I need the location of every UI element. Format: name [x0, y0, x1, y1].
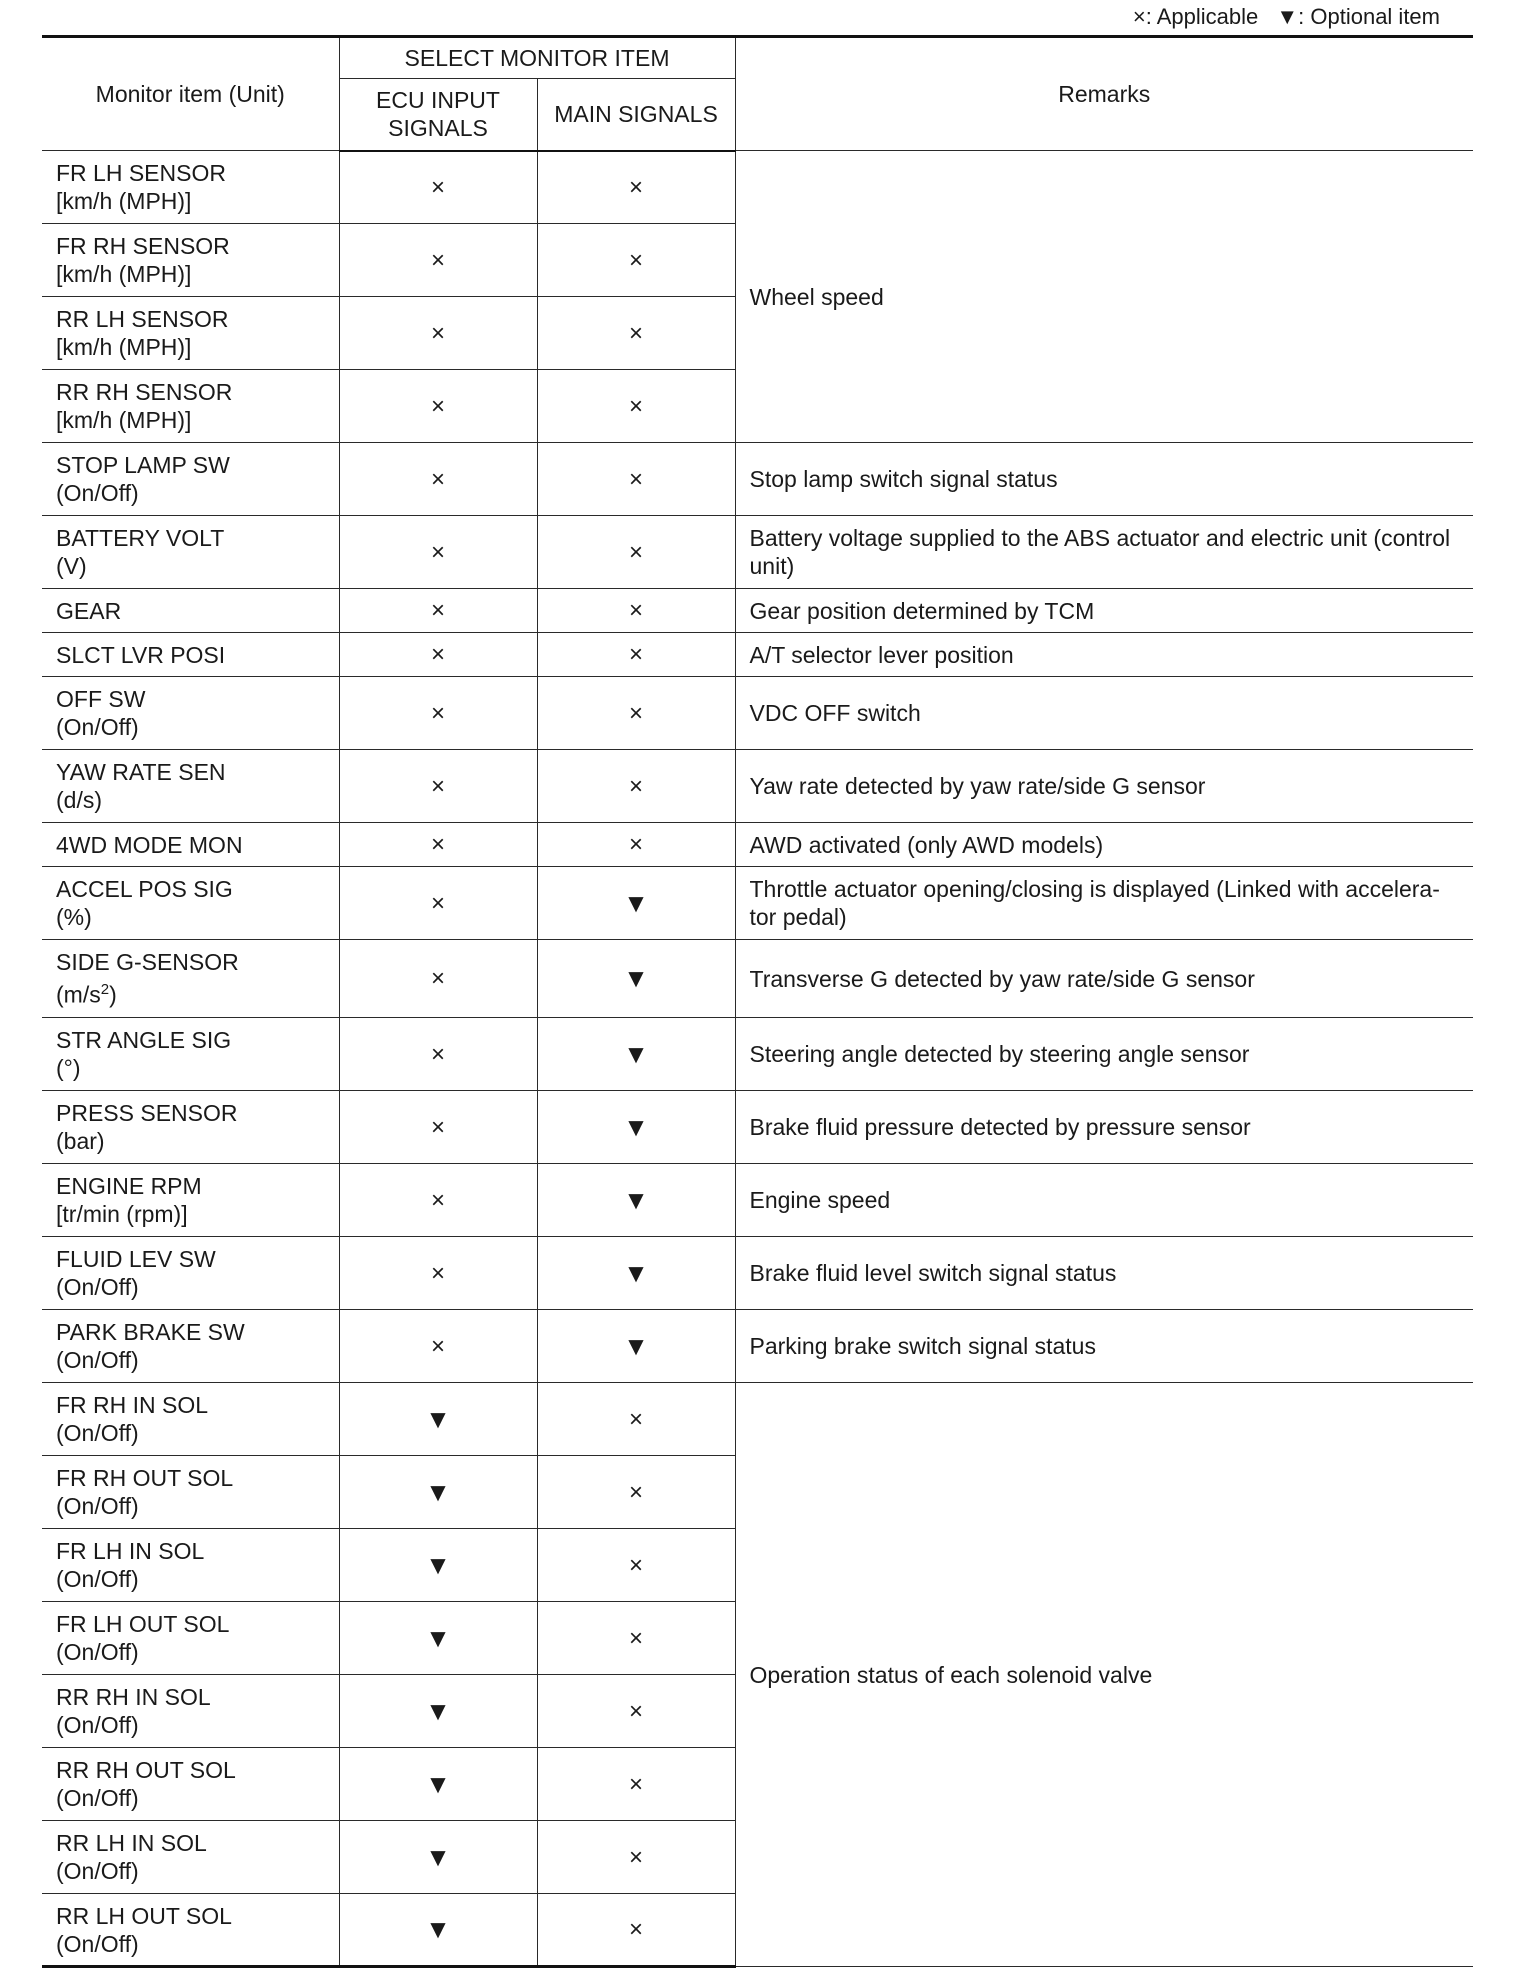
- monitor-item-cell: ENGINE RPM [tr/min (rpm)]: [42, 1164, 339, 1237]
- main-signals-mark: ×: [537, 1821, 735, 1894]
- remark-cell: Steering angle detected by steering angle sensor: [735, 1018, 1473, 1091]
- monitor-item-cell: SIDE G-SENSOR $(m/s^2)$: [42, 940, 339, 1018]
- ecu-input-mark: ▼: [339, 1748, 537, 1821]
- ecu-input-mark: ▼: [339, 1894, 537, 1967]
- monitor-item-cell: FR LH IN SOL (On/Off): [42, 1529, 339, 1602]
- main-signals-mark: ×: [537, 823, 735, 867]
- main-signals-mark: ×: [537, 1675, 735, 1748]
- ecu-input-mark: ×: [339, 750, 537, 823]
- ecu-input-mark: ×: [339, 940, 537, 1018]
- monitor-item-cell: PARK BRAKE SW (On/Off): [42, 1310, 339, 1383]
- main-signals-mark: ×: [537, 224, 735, 297]
- remark-cell: AWD activated (only AWD models): [735, 823, 1473, 867]
- remark-cell: Brake fluid pressure detected by pressure sensor: [735, 1091, 1473, 1164]
- ecu-input-mark: ×: [339, 1237, 537, 1310]
- applicable-label: : Applicable: [1145, 4, 1259, 29]
- monitor-item-cell: STR ANGLE SIG (°): [42, 1018, 339, 1091]
- table-row: [42, 589, 1473, 633]
- ecu-input-mark: ×: [339, 297, 537, 370]
- monitor-item-table: [42, 35, 1473, 1968]
- ecu-input-mark: ▼: [339, 1821, 537, 1894]
- main-signals-mark: ×: [537, 677, 735, 750]
- applicable-symbol: ×: [1132, 4, 1146, 29]
- remark-cell: Stop lamp switch signal status: [735, 443, 1473, 516]
- header-monitor-item: Monitor item (Unit): [42, 37, 339, 151]
- main-signals-mark: ×: [537, 633, 735, 677]
- monitor-item-cell: FR RH SENSOR [km/h (MPH)]: [42, 224, 339, 297]
- remark-cell: VDC OFF switch: [735, 677, 1473, 750]
- optional-label: : Optional item: [1298, 4, 1440, 29]
- table-row: [42, 750, 1473, 823]
- main-signals-mark: ×: [537, 297, 735, 370]
- ecu-input-mark: ×: [339, 823, 537, 867]
- table-row: [42, 1164, 1473, 1237]
- table-row: [42, 633, 1473, 677]
- header-select-monitor-item: SELECT MONITOR ITEM: [339, 37, 735, 79]
- monitor-item-cell: FR RH IN SOL (On/Off): [42, 1383, 339, 1456]
- main-signals-mark: ×: [537, 1383, 735, 1456]
- monitor-item-cell: RR RH SENSOR [km/h (MPH)]: [42, 370, 339, 443]
- ecu-input-mark: ×: [339, 1164, 537, 1237]
- remark-cell: Battery voltage supplied to the ABS actuator and electric unit (control unit): [735, 516, 1473, 589]
- ecu-input-mark: ▼: [339, 1675, 537, 1748]
- main-signals-mark: ×: [537, 151, 735, 224]
- ecu-input-mark: ▼: [339, 1456, 537, 1529]
- ecu-input-mark: ×: [339, 633, 537, 677]
- monitor-item-cell: STOP LAMP SW (On/Off): [42, 443, 339, 516]
- remark-cell: Operation status of each solenoid valve: [735, 1383, 1473, 1967]
- monitor-item-cell: RR LH IN SOL (On/Off): [42, 1821, 339, 1894]
- monitor-item-cell: FR LH OUT SOL (On/Off): [42, 1602, 339, 1675]
- monitor-item-cell: PRESS SENSOR (bar): [42, 1091, 339, 1164]
- table-row: [42, 1237, 1473, 1310]
- table-row: [42, 516, 1473, 589]
- monitor-item-cell: FLUID LEV SW (On/Off): [42, 1237, 339, 1310]
- ecu-input-mark: ×: [339, 443, 537, 516]
- monitor-item-cell: ACCEL POS SIG (%): [42, 867, 339, 940]
- table-row: [42, 443, 1473, 516]
- main-signals-mark: ×: [537, 370, 735, 443]
- ecu-input-mark: ×: [339, 151, 537, 224]
- table-row: [42, 1091, 1473, 1164]
- monitor-item-cell: FR LH SENSOR [km/h (MPH)]: [42, 151, 339, 224]
- ecu-input-mark: ▼: [339, 1529, 537, 1602]
- monitor-item-cell: SLCT LVR POSI: [42, 633, 339, 677]
- header-remarks: Remarks: [735, 37, 1473, 151]
- main-signals-mark: ×: [537, 1529, 735, 1602]
- remark-cell: Throttle actuator opening/closing is displayed (Linked with accelera- tor pedal): [735, 867, 1473, 940]
- main-signals-mark: ▼: [537, 940, 735, 1018]
- table-row: [42, 677, 1473, 750]
- ecu-input-mark: ×: [339, 370, 537, 443]
- table-row: [42, 867, 1473, 940]
- ecu-input-mark: ×: [339, 1310, 537, 1383]
- ecu-input-mark: ×: [339, 224, 537, 297]
- ecu-input-mark: ×: [339, 589, 537, 633]
- optional-symbol: ▼: [1276, 4, 1299, 29]
- ecu-input-mark: ▼: [339, 1602, 537, 1675]
- table-row: [42, 151, 1473, 224]
- remark-cell: Transverse G detected by yaw rate/side G sensor: [735, 940, 1473, 1018]
- table-row: [42, 823, 1473, 867]
- monitor-item-cell: FR RH OUT SOL (On/Off): [42, 1456, 339, 1529]
- table-row: [42, 1018, 1473, 1091]
- main-signals-mark: ×: [537, 1602, 735, 1675]
- remark-cell: Wheel speed: [735, 151, 1473, 443]
- main-signals-mark: ×: [537, 589, 735, 633]
- main-signals-mark: ▼: [537, 1237, 735, 1310]
- main-signals-mark: ×: [537, 750, 735, 823]
- monitor-item-cell: GEAR: [42, 589, 339, 633]
- ecu-input-mark: ×: [339, 1018, 537, 1091]
- ecu-input-mark: ×: [339, 867, 537, 940]
- table-row: [42, 940, 1473, 1018]
- main-signals-mark: ×: [537, 443, 735, 516]
- remark-cell: A/T selector lever position: [735, 633, 1473, 677]
- header-main-signals: MAIN SIGNALS: [537, 79, 735, 151]
- monitor-item-cell: RR LH OUT SOL (On/Off): [42, 1894, 339, 1967]
- monitor-item-cell: 4WD MODE MON: [42, 823, 339, 867]
- monitor-item-cell: YAW RATE SEN (d/s): [42, 750, 339, 823]
- table-row: [42, 1383, 1473, 1456]
- monitor-item-cell: RR RH OUT SOL (On/Off): [42, 1748, 339, 1821]
- header-ecu-input-signals: ECU INPUT SIGNALS: [339, 79, 537, 151]
- main-signals-mark: ×: [537, 1894, 735, 1967]
- remark-cell: Yaw rate detected by yaw rate/side G sensor: [735, 750, 1473, 823]
- monitor-item-cell: RR RH IN SOL (On/Off): [42, 1675, 339, 1748]
- remark-cell: Engine speed: [735, 1164, 1473, 1237]
- main-signals-mark: ×: [537, 1748, 735, 1821]
- main-signals-mark: ▼: [537, 867, 735, 940]
- remark-cell: Parking brake switch signal status: [735, 1310, 1473, 1383]
- legend: [1133, 4, 1440, 30]
- main-signals-mark: ×: [537, 1456, 735, 1529]
- ecu-input-mark: ▼: [339, 1383, 537, 1456]
- ecu-input-mark: ×: [339, 516, 537, 589]
- remark-cell: Gear position determined by TCM: [735, 589, 1473, 633]
- main-signals-mark: ▼: [537, 1310, 735, 1383]
- main-signals-mark: ▼: [537, 1091, 735, 1164]
- monitor-item-cell: OFF SW (On/Off): [42, 677, 339, 750]
- monitor-item-cell: BATTERY VOLT (V): [42, 516, 339, 589]
- remark-cell: Brake fluid level switch signal status: [735, 1237, 1473, 1310]
- table-row: [42, 1310, 1473, 1383]
- monitor-item-cell: RR LH SENSOR [km/h (MPH)]: [42, 297, 339, 370]
- main-signals-mark: ▼: [537, 1018, 735, 1091]
- main-signals-mark: ×: [537, 516, 735, 589]
- ecu-input-mark: ×: [339, 1091, 537, 1164]
- main-signals-mark: ▼: [537, 1164, 735, 1237]
- ecu-input-mark: ×: [339, 677, 537, 750]
